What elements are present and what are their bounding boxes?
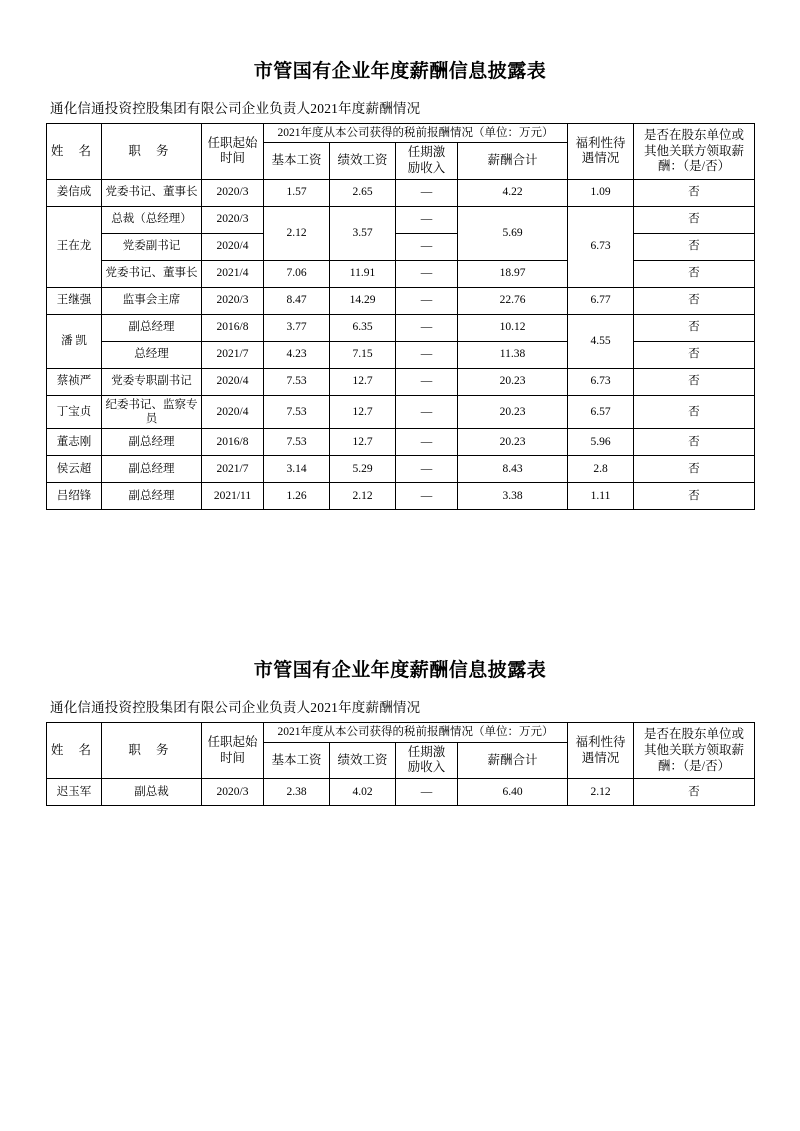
cell-post: 监事会主席 (102, 287, 202, 314)
cell-incentive: — (396, 368, 458, 395)
cell-base: 2.38 (264, 779, 330, 806)
cell-welfare: 1.09 (568, 179, 634, 206)
table-header-2 (47, 723, 755, 779)
cell-other: 否 (634, 287, 755, 314)
cell-post: 副总裁 (102, 779, 202, 806)
cell-incentive: — (396, 429, 458, 456)
header-term-incentive (396, 143, 458, 179)
cell-incentive: — (396, 314, 458, 341)
cell-other: 否 (634, 206, 755, 233)
table-row (47, 233, 755, 260)
cell-other: 否 (634, 779, 755, 806)
cell-perf: 5.29 (330, 456, 396, 483)
cell-post: 副总经理 (102, 456, 202, 483)
header-other-line2: 其他关联方领取薪 (643, 143, 744, 158)
salary-table-2 (46, 722, 755, 806)
header-performance-salary: 绩效工资 (330, 742, 396, 778)
page-title: 市管国有企业年度薪酬信息披露表 (253, 61, 547, 82)
cell-perf: 12.7 (330, 368, 396, 395)
cell-base: 2.12 (264, 206, 330, 260)
header-term-incentive-line2: 励收入 (407, 161, 446, 175)
cell-total: 20.23 (458, 395, 568, 429)
cell-post: 副总经理 (102, 483, 202, 510)
cell-perf: 6.35 (330, 314, 396, 341)
header-start-time-line1: 任职起始 (207, 135, 258, 150)
cell-name: 潘 凯 (47, 314, 102, 368)
cell-other: 否 (634, 314, 755, 341)
header-term-incentive (396, 742, 458, 778)
subtitle: 通化信通投资控股集团有限公司企业负责人2021年度薪酬情况 (50, 101, 421, 116)
table-row (47, 179, 755, 206)
section-second (46, 655, 754, 806)
cell-base: 1.26 (264, 483, 330, 510)
cell-welfare: 4.55 (568, 314, 634, 368)
table-row (47, 779, 755, 806)
cell-post: 党委副书记 (102, 233, 202, 260)
cell-start: 2021/7 (202, 456, 264, 483)
table-row (47, 395, 755, 429)
cell-total: 18.97 (458, 260, 568, 287)
header-other-line3: 酬：（是/否） (657, 159, 731, 174)
header-row-1 (47, 124, 755, 143)
header-other-line3: 酬：（是/否） (657, 758, 731, 773)
header-term-incentive-line1: 任期激 (407, 744, 446, 759)
cell-post: 总经理 (102, 341, 202, 368)
cell-base: 7.53 (264, 395, 330, 429)
cell-total: 6.40 (458, 779, 568, 806)
cell-total: 10.12 (458, 314, 568, 341)
header-post: 职 务 (102, 124, 202, 180)
header-welfare (568, 723, 634, 779)
header-start-time-line1: 任职起始 (207, 735, 258, 750)
cell-other: 否 (634, 429, 755, 456)
header-total: 薪酬合计 (458, 143, 568, 179)
cell-post: 总裁（总经理） (102, 206, 202, 233)
cell-welfare: 6.77 (568, 287, 634, 314)
cell-name: 蔡祯严 (47, 368, 102, 395)
table-row (47, 429, 755, 456)
cell-name: 王继强 (47, 287, 102, 314)
cell-other: 否 (634, 233, 755, 260)
cell-name: 迟玉军 (47, 779, 102, 806)
header-welfare-line2: 遇情况 (581, 151, 620, 166)
cell-name: 王在龙 (47, 206, 102, 287)
cell-post: 副总经理 (102, 429, 202, 456)
table-row (47, 368, 755, 395)
table-row (47, 314, 755, 341)
cell-incentive: — (396, 260, 458, 287)
cell-name: 董志刚 (47, 429, 102, 456)
cell-perf: 12.7 (330, 429, 396, 456)
cell-start: 2020/3 (202, 287, 264, 314)
cell-base: 1.57 (264, 179, 330, 206)
cell-welfare: 1.11 (568, 483, 634, 510)
cell-total: 20.23 (458, 429, 568, 456)
cell-other: 否 (634, 341, 755, 368)
cell-total: 5.69 (458, 206, 568, 260)
cell-other: 否 (634, 179, 755, 206)
cell-name: 吕绍锋 (47, 483, 102, 510)
header-base-salary: 基本工资 (264, 742, 330, 778)
header-post: 职 务 (102, 723, 202, 779)
cell-start: 2021/7 (202, 341, 264, 368)
header-name: 姓 名 (47, 723, 102, 779)
cell-post: 党委专职副书记 (102, 368, 202, 395)
cell-name: 丁宝贞 (47, 395, 102, 429)
header-welfare (568, 124, 634, 180)
cell-welfare: 2.12 (568, 779, 634, 806)
page-break-gap (46, 510, 754, 655)
cell-other: 否 (634, 368, 755, 395)
cell-post: 纪委书记、监察专员 (102, 395, 202, 429)
header-term-incentive-line2: 励收入 (407, 760, 446, 775)
salary-table-1 (46, 123, 755, 510)
cell-welfare: 2.8 (568, 456, 634, 483)
cell-incentive: — (396, 456, 458, 483)
cell-base: 7.06 (264, 260, 330, 287)
cell-perf: 12.7 (330, 395, 396, 429)
cell-total: 11.38 (458, 341, 568, 368)
cell-base: 4.23 (264, 341, 330, 368)
cell-start: 2016/8 (202, 314, 264, 341)
cell-post: 副总经理 (102, 314, 202, 341)
header-pretax-group: 2021年度从本公司获得的税前报酬情况（单位：万元） (264, 124, 568, 143)
cell-incentive: — (396, 395, 458, 429)
cell-perf: 14.29 (330, 287, 396, 314)
header-performance-salary: 绩效工资 (330, 143, 396, 179)
cell-base: 7.53 (264, 368, 330, 395)
header-pretax-group: 2021年度从本公司获得的税前报酬情况（单位：万元） (264, 723, 568, 742)
header-other-line2: 其他关联方领取薪 (643, 742, 744, 757)
cell-start: 2020/4 (202, 233, 264, 260)
cell-start: 2020/3 (202, 206, 264, 233)
cell-welfare: 6.73 (568, 206, 634, 287)
cell-start: 2016/8 (202, 429, 264, 456)
table-body-2 (47, 779, 755, 806)
table-row (47, 456, 755, 483)
table-header (47, 124, 755, 180)
header-start-time-line2: 时间 (219, 151, 245, 166)
cell-perf: 2.12 (330, 483, 396, 510)
cell-other: 否 (634, 395, 755, 429)
cell-start: 2020/3 (202, 179, 264, 206)
cell-other: 否 (634, 456, 755, 483)
cell-total: 20.23 (458, 368, 568, 395)
cell-total: 4.22 (458, 179, 568, 206)
cell-perf: 2.65 (330, 179, 396, 206)
cell-start: 2021/11 (202, 483, 264, 510)
table-row (47, 341, 755, 368)
subtitle-2: 通化信通投资控股集团有限公司企业负责人2021年度薪酬情况 (50, 700, 421, 716)
cell-name: 姜信成 (47, 179, 102, 206)
header-welfare-line2: 遇情况 (581, 750, 620, 765)
cell-total: 8.43 (458, 456, 568, 483)
header-name: 姓 名 (47, 124, 102, 180)
cell-incentive: — (396, 206, 458, 233)
header-start-time (202, 124, 264, 180)
cell-other: 否 (634, 483, 755, 510)
cell-welfare: 5.96 (568, 429, 634, 456)
header-base-salary: 基本工资 (264, 143, 330, 179)
cell-incentive: — (396, 287, 458, 314)
table-row (47, 287, 755, 314)
cell-base: 7.53 (264, 429, 330, 456)
cell-perf: 11.91 (330, 260, 396, 287)
cell-total: 22.76 (458, 287, 568, 314)
cell-post: 党委书记、董事长 (102, 179, 202, 206)
cell-base: 8.47 (264, 287, 330, 314)
header-welfare-line1: 福利性待 (575, 135, 626, 150)
table-row (47, 483, 755, 510)
header-term-incentive-line1: 任期激 (407, 145, 446, 160)
cell-base: 3.77 (264, 314, 330, 341)
header-other-source (634, 124, 755, 180)
header-other-line1: 是否在股东单位或 (643, 727, 744, 742)
header-other-line1: 是否在股东单位或 (643, 127, 744, 142)
cell-perf: 7.15 (330, 341, 396, 368)
page-title-2: 市管国有企业年度薪酬信息披露表 (253, 660, 547, 682)
cell-start: 2020/3 (202, 779, 264, 806)
cell-total: 3.38 (458, 483, 568, 510)
cell-welfare: 6.73 (568, 368, 634, 395)
cell-start: 2020/4 (202, 368, 264, 395)
section-first (46, 56, 754, 510)
cell-incentive: — (396, 483, 458, 510)
cell-incentive: — (396, 179, 458, 206)
header-start-time (202, 723, 264, 779)
cell-other: 否 (634, 260, 755, 287)
cell-incentive: — (396, 779, 458, 806)
table-body (47, 179, 755, 510)
cell-base: 3.14 (264, 456, 330, 483)
header-welfare-line1: 福利性待 (575, 735, 626, 750)
cell-name: 侯云超 (47, 456, 102, 483)
header-total: 薪酬合计 (458, 742, 568, 778)
header-row-1 (47, 723, 755, 742)
cell-perf: 3.57 (330, 206, 396, 260)
cell-incentive: — (396, 233, 458, 260)
cell-post: 党委书记、董事长 (102, 260, 202, 287)
table-row (47, 260, 755, 287)
table-row (47, 206, 755, 233)
cell-perf: 4.02 (330, 779, 396, 806)
cell-start: 2021/4 (202, 260, 264, 287)
cell-start: 2020/4 (202, 395, 264, 429)
header-other-source (634, 723, 755, 779)
header-start-time-line2: 时间 (219, 750, 245, 765)
cell-welfare: 6.57 (568, 395, 634, 429)
cell-incentive: — (396, 341, 458, 368)
